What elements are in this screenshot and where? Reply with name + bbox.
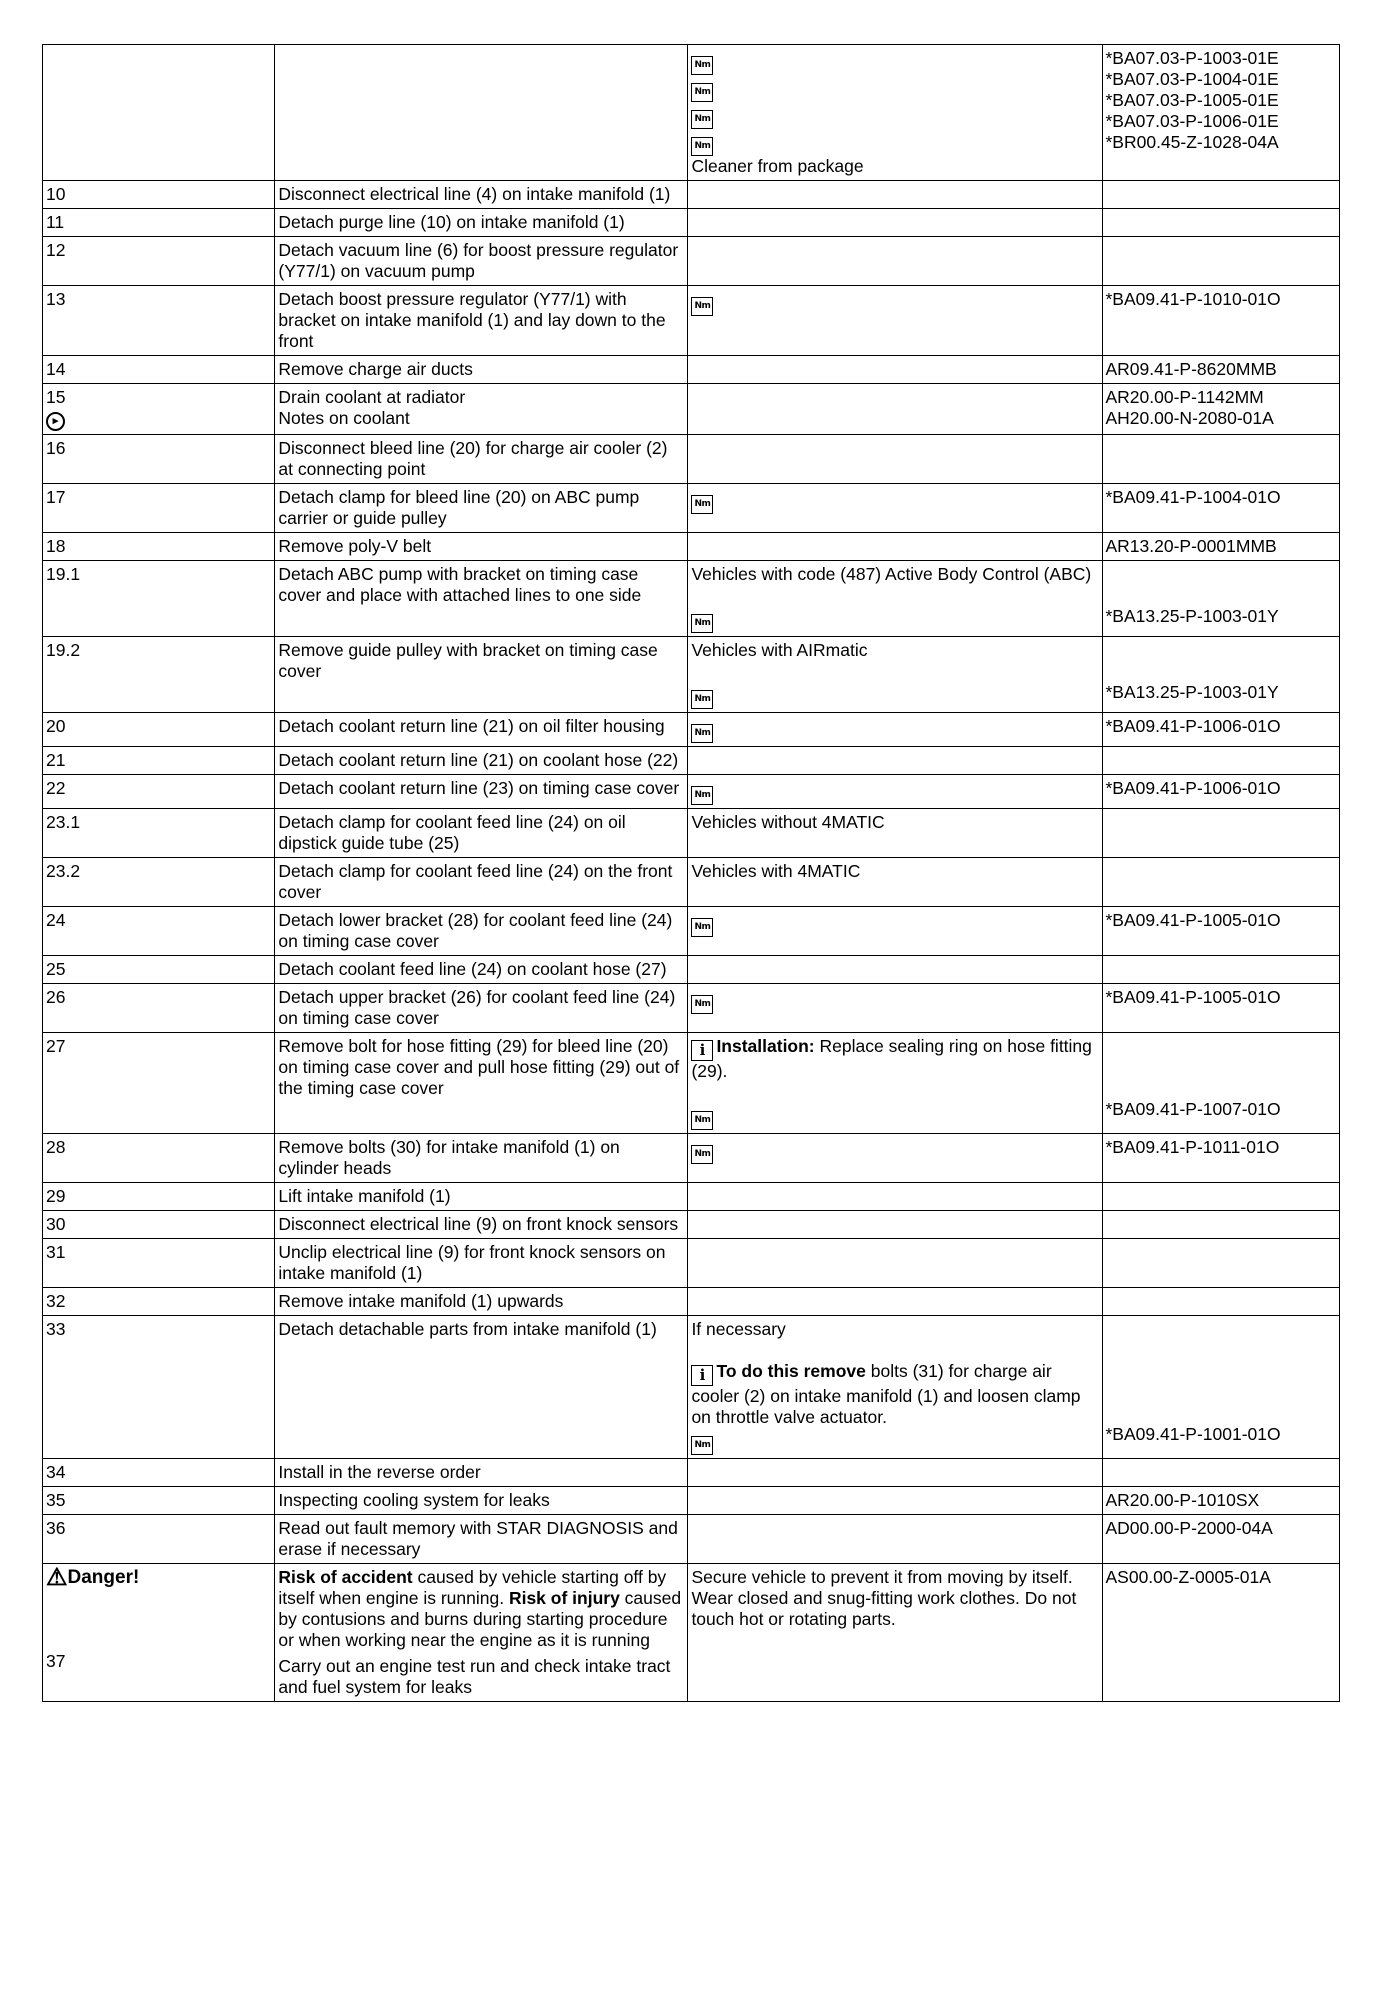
note-bold: To do this [716, 1361, 799, 1381]
risk-accident-text: caused by vehicle starting off by itself when engine is running. [278, 1567, 667, 1608]
step-note [688, 45, 1102, 181]
step-description [275, 775, 688, 809]
step-note [688, 747, 1102, 775]
step-number [43, 713, 275, 747]
info-icon: i [691, 1365, 713, 1386]
table-row [43, 1211, 1340, 1239]
note-line: Cleaner from package [691, 156, 864, 176]
step-number [43, 1033, 275, 1134]
torque-nm-icon[interactable]: Nm [691, 918, 713, 937]
step-description [275, 1487, 688, 1515]
note-line: Vehicles with 4MATIC [691, 861, 861, 881]
table-row [43, 1316, 1340, 1459]
step-description-text: Remove intake manifold (1) upwards [278, 1291, 564, 1311]
note-line [691, 778, 1097, 805]
step-description-text: Inspecting cooling system for leaks [278, 1490, 550, 1510]
step-number [43, 956, 275, 984]
step-number [43, 858, 275, 907]
step-description-text: Detach vacuum line (6) for boost pressure regulator (Y77/1) on vacuum pump [278, 240, 679, 281]
warning-triangle-icon: ⚠ [46, 1564, 68, 1591]
reference-link[interactable]: *BA09.41-P-1007-01O [1105, 1099, 1281, 1119]
note-line [691, 487, 1097, 514]
note-line [691, 102, 1097, 129]
step-note [688, 209, 1102, 237]
step-description-text: Remove bolts (30) for intake manifold (1) on cylinder heads [278, 1137, 620, 1178]
step-note [688, 181, 1102, 209]
step-number-text: 20 [46, 716, 66, 736]
reference-link[interactable]: *BA07.03-P-1005-01E [1105, 90, 1279, 110]
step-description-text: Detach clamp for bleed line (20) on ABC pump carrier or guide pulley [278, 487, 640, 528]
note-line: Vehicles without 4MATIC [691, 812, 885, 832]
step-reference [1102, 1288, 1340, 1316]
step-description [275, 435, 688, 484]
step-number [43, 45, 275, 181]
step-reference [1102, 356, 1340, 384]
step-description [275, 45, 688, 181]
step-number [43, 356, 275, 384]
step-number-text: 32 [46, 1291, 66, 1311]
step-reference [1102, 1564, 1340, 1702]
note-line [691, 606, 1097, 633]
step-number [43, 1211, 275, 1239]
step-number-text: 12 [46, 240, 66, 260]
step-number [43, 747, 275, 775]
step-description [275, 858, 688, 907]
step-number-text: 13 [46, 289, 66, 309]
note-line: Vehicles with code (487) Active Body Control (ABC) [691, 564, 1092, 584]
step-description [275, 286, 688, 356]
step-reference [1102, 809, 1340, 858]
step-description-text: Detach clamp for coolant feed line (24) on the front cover [278, 861, 673, 902]
step-description [275, 747, 688, 775]
step-number [43, 1239, 275, 1288]
danger-text [278, 1567, 683, 1651]
note-line [691, 716, 1097, 743]
danger-note [688, 1564, 1102, 1702]
torque-nm-icon[interactable]: Nm [691, 1436, 713, 1455]
step-description-text: Detach boost pressure regulator (Y77/1) with bracket on intake manifold (1) and lay down to the front [278, 289, 666, 351]
note-line [691, 987, 1097, 1014]
step-description-text: Remove charge air ducts [278, 359, 473, 379]
danger-description [275, 1564, 688, 1702]
step-reference [1102, 1033, 1340, 1134]
step-description-text: Read out fault memory with STAR DIAGNOSIS and erase if necessary [278, 1518, 678, 1559]
table-row [43, 237, 1340, 286]
reference-link[interactable]: AR09.41-P-8620MMB [1105, 359, 1277, 379]
step-description-text: Detach purge line (10) on intake manifold (1) [278, 212, 625, 232]
step-description-text: Install in the reverse order [278, 1462, 481, 1482]
step-note [688, 286, 1102, 356]
note-line [691, 1428, 1097, 1455]
table-row [43, 858, 1340, 907]
step-number [43, 984, 275, 1033]
step-note [688, 984, 1102, 1033]
procedure-table [42, 44, 1340, 1702]
step-number-text: 25 [46, 959, 66, 979]
note-line [691, 1103, 1097, 1130]
step-description-text: Detach lower bracket (28) for coolant feed line (24) on timing case cover [278, 910, 673, 951]
note-bold: remove [803, 1361, 866, 1381]
step-number [43, 907, 275, 956]
step-description-text: Detach coolant return line (21) on coolant hose (22) [278, 750, 679, 770]
step-reference [1102, 1211, 1340, 1239]
step-note [688, 956, 1102, 984]
table-row [43, 1134, 1340, 1183]
table-row [43, 637, 1340, 713]
step-number-text: 21 [46, 750, 66, 770]
step-reference [1102, 1134, 1340, 1183]
step-description-text: Detach coolant return line (21) on oil filter housing [278, 716, 665, 736]
step-note [688, 907, 1102, 956]
step-note [688, 237, 1102, 286]
sub-description: Notes on coolant [278, 408, 410, 428]
step-number-text: 24 [46, 910, 66, 930]
step-reference [1102, 1239, 1340, 1288]
reference-link[interactable]: *BA07.03-P-1006-01E [1105, 111, 1279, 131]
note-text: bolts (31) for charge air cooler (2) on intake manifold (1) and loosen clamp on throttle valve actuator. [691, 1361, 1081, 1427]
reference-link[interactable]: AR20.00-P-1010SX [1105, 1490, 1260, 1510]
torque-nm-icon[interactable]: Nm [691, 495, 713, 514]
step-reference [1102, 181, 1340, 209]
step-reference [1102, 858, 1340, 907]
step-description [275, 984, 688, 1033]
step-reference [1102, 775, 1340, 809]
step-reference [1102, 533, 1340, 561]
step-number-text: 34 [46, 1462, 66, 1482]
step-number-text: 22 [46, 778, 66, 798]
step-number [43, 237, 275, 286]
reference-link[interactable]: *BA07.03-P-1004-01E [1105, 69, 1279, 89]
step-number [43, 637, 275, 713]
reference-link[interactable]: AS00.00-Z-0005-01A [1105, 1567, 1271, 1587]
step-reference [1102, 956, 1340, 984]
step-description-text: Detach ABC pump with bracket on timing case cover and place with attached lines to one side [278, 564, 642, 605]
step-reference [1102, 209, 1340, 237]
step-reference [1102, 1459, 1340, 1487]
step-number [43, 775, 275, 809]
step-note [688, 533, 1102, 561]
table-row [43, 984, 1340, 1033]
step-number-text: 31 [46, 1242, 66, 1262]
torque-nm-icon[interactable]: Nm [691, 690, 713, 709]
step-description [275, 956, 688, 984]
step-reference [1102, 984, 1340, 1033]
step-description [275, 713, 688, 747]
step-number-text: 17 [46, 487, 66, 507]
step-note [688, 435, 1102, 484]
reference-link[interactable]: *BA09.41-P-1006-01O [1105, 778, 1281, 798]
step-number-text: 26 [46, 987, 66, 1007]
reference-link[interactable]: *BA13.25-P-1003-01Y [1105, 606, 1279, 626]
reference-link[interactable]: *BA09.41-P-1006-01O [1105, 716, 1281, 736]
step-note [688, 1487, 1102, 1515]
table-row [43, 286, 1340, 356]
step-note [688, 1288, 1102, 1316]
step-reference [1102, 713, 1340, 747]
note-line [691, 682, 1097, 709]
step-description [275, 1515, 688, 1564]
note-line: Wear closed and snug-fitting work clothes. Do not touch hot or rotating parts. [691, 1588, 1077, 1629]
reference-link[interactable]: *BA13.25-P-1003-01Y [1105, 682, 1279, 702]
step-number [43, 435, 275, 484]
step-number-text: 23.2 [46, 861, 81, 881]
step-reference [1102, 1487, 1340, 1515]
step-number [43, 1459, 275, 1487]
step-description-text: Lift intake manifold (1) [278, 1186, 451, 1206]
step-number [43, 1316, 275, 1459]
step-description [275, 1316, 688, 1459]
step-note [688, 637, 1102, 713]
step-note [688, 484, 1102, 533]
step-reference [1102, 45, 1340, 181]
step-note [688, 1033, 1102, 1134]
step-reference [1102, 435, 1340, 484]
step-number [43, 1183, 275, 1211]
table-row [43, 1033, 1340, 1134]
step-number-text: 18 [46, 536, 66, 556]
step-number-text: 15 [46, 387, 66, 407]
step-number-text: 11 [46, 212, 65, 232]
table-row [43, 907, 1340, 956]
step-description-text: Disconnect bleed line (20) for charge air cooler (2) at connecting point [278, 438, 668, 479]
step-description [275, 1288, 688, 1316]
reference-link[interactable]: AR13.20-P-0001MMB [1105, 536, 1277, 556]
table-row [43, 747, 1340, 775]
danger-cell [43, 1564, 275, 1702]
step-description-text: Detach clamp for coolant feed line (24) on oil dipstick guide tube (25) [278, 812, 626, 853]
step-number [43, 1288, 275, 1316]
step-reference [1102, 747, 1340, 775]
step-description-text: Disconnect electrical line (4) on intake manifold (1) [278, 184, 671, 204]
step-reference [1102, 1316, 1340, 1459]
note-line: If necessary [691, 1319, 786, 1339]
step-number-text: 23.1 [46, 812, 81, 832]
step-description-text: Remove bolt for hose fitting (29) for bleed line (20) on timing case cover and pull hose fitting (29) out of the timing case cover [278, 1036, 680, 1098]
step-description-text: Detach upper bracket (26) for coolant feed line (24) on timing case cover [278, 987, 676, 1028]
step-reference [1102, 1183, 1340, 1211]
note-text: Replace sealing ring on hose fitting (29). [691, 1036, 1092, 1081]
reference-link[interactable]: *BR00.45-Z-1028-04A [1105, 132, 1279, 152]
step-number-text: 16 [46, 438, 66, 458]
step-note [688, 1239, 1102, 1288]
step-number-text: 35 [46, 1490, 66, 1510]
step-description-text: Unclip electrical line (9) for front knock sensors on intake manifold (1) [278, 1242, 666, 1283]
reference-link[interactable]: *BA09.41-P-1011-01O [1105, 1137, 1280, 1157]
step-number-text: 14 [46, 359, 66, 379]
step-number [43, 1134, 275, 1183]
step-description-text: Detach detachable parts from intake manifold (1) [278, 1319, 657, 1339]
risk-injury-text: caused by contusions and burns during starting procedure or when working near the engine as it is running [278, 1588, 682, 1650]
step-reference [1102, 484, 1340, 533]
table-row [43, 1183, 1340, 1211]
step-number-text: 29 [46, 1186, 66, 1206]
table-row [43, 356, 1340, 384]
table-row [43, 1515, 1340, 1564]
table-row [43, 435, 1340, 484]
table-row [43, 713, 1340, 747]
table-row [43, 1487, 1340, 1515]
step-description [275, 1033, 688, 1134]
step-description [275, 1211, 688, 1239]
torque-nm-icon[interactable]: Nm [691, 614, 713, 633]
step-note [688, 1183, 1102, 1211]
step-note [688, 561, 1102, 637]
torque-nm-icon[interactable]: Nm [691, 297, 713, 316]
step-description [275, 181, 688, 209]
step-number [43, 561, 275, 637]
step-note [688, 713, 1102, 747]
reference-link[interactable]: *BA09.41-P-1004-01O [1105, 487, 1281, 507]
step-number-text: 27 [46, 1036, 66, 1056]
torque-nm-icon[interactable]: Nm [691, 56, 713, 75]
step-description-text: Detach coolant feed line (24) on coolant hose (27) [278, 959, 667, 979]
torque-nm-icon[interactable]: Nm [691, 724, 713, 743]
step-description [275, 637, 688, 713]
table-row [43, 775, 1340, 809]
step-number-text: 36 [46, 1518, 66, 1538]
procedure-table-body [43, 45, 1340, 1702]
step-reference [1102, 561, 1340, 637]
step-number [43, 1515, 275, 1564]
risk-injury-label: Risk of injury [508, 1588, 620, 1608]
torque-nm-icon[interactable]: Nm [691, 1111, 713, 1130]
table-row [43, 209, 1340, 237]
step-number [43, 484, 275, 533]
note-line [691, 910, 1097, 937]
step-note [688, 1134, 1102, 1183]
reference-link[interactable]: *BA07.03-P-1003-01E [1105, 48, 1279, 68]
table-row [43, 1288, 1340, 1316]
reference-link[interactable]: AH20.00-N-2080-01A [1105, 408, 1274, 428]
step-note [688, 1211, 1102, 1239]
step-description [275, 907, 688, 956]
reference-link[interactable]: *BA09.41-P-1010-01O [1105, 289, 1281, 309]
step-note [688, 809, 1102, 858]
risk-accident-label: Risk of accident [278, 1567, 413, 1587]
table-row [43, 181, 1340, 209]
reference-link[interactable]: *BA09.41-P-1005-01O [1105, 910, 1281, 930]
reference-link[interactable]: *BA09.41-P-1001-01O [1105, 1424, 1281, 1444]
note-line [691, 1137, 1097, 1164]
step-description [275, 384, 688, 435]
step-note [688, 384, 1102, 435]
note-line [691, 75, 1097, 102]
step-number-text: 30 [46, 1214, 66, 1234]
step-description [275, 533, 688, 561]
step-number [43, 181, 275, 209]
step-description [275, 356, 688, 384]
step-number [43, 1487, 275, 1515]
step-note [688, 356, 1102, 384]
torque-nm-icon[interactable]: Nm [691, 1145, 713, 1164]
table-row [43, 1459, 1340, 1487]
step-description-text: Disconnect electrical line (9) on front knock sensors [278, 1214, 679, 1234]
step-description [275, 1459, 688, 1487]
step-description-text: Remove guide pulley with bracket on timing case cover [278, 640, 658, 681]
info-icon: i [691, 1040, 713, 1061]
step-description [275, 1239, 688, 1288]
table-row [43, 1239, 1340, 1288]
step-number-text: 19.1 [46, 564, 81, 584]
step-number-text: 28 [46, 1137, 66, 1157]
step-description-text: Drain coolant at radiator [278, 387, 466, 407]
torque-nm-icon[interactable]: Nm [691, 110, 713, 129]
torque-nm-icon[interactable]: Nm [691, 995, 713, 1014]
note-bold: Installation: [716, 1036, 815, 1056]
step-note [688, 775, 1102, 809]
torque-nm-icon[interactable]: Nm [691, 786, 713, 805]
step-description [275, 1183, 688, 1211]
step-reference [1102, 384, 1340, 435]
reference-link[interactable]: AD00.00-P-2000-04A [1105, 1518, 1273, 1538]
note-line [691, 1036, 1097, 1082]
step-reference [1102, 637, 1340, 713]
note-line [691, 48, 1097, 75]
table-row-continuation [43, 45, 1340, 181]
step-description [275, 237, 688, 286]
step-number [43, 809, 275, 858]
note-line: Vehicles with AIRmatic [691, 640, 868, 660]
step-note [688, 1316, 1102, 1459]
step-description [275, 1134, 688, 1183]
table-row [43, 484, 1340, 533]
table-row [43, 561, 1340, 637]
step-description [275, 809, 688, 858]
step-description [275, 209, 688, 237]
torque-nm-icon[interactable]: Nm [691, 83, 713, 102]
note-line [691, 1361, 1097, 1428]
step-number-text: 19.2 [46, 640, 81, 660]
note-line [691, 289, 1097, 316]
table-row [43, 956, 1340, 984]
step-note [688, 1515, 1102, 1564]
step-number-text: 10 [46, 184, 66, 204]
table-row-danger [43, 1564, 1340, 1702]
step-reference [1102, 286, 1340, 356]
step-reference [1102, 907, 1340, 956]
step-description [275, 484, 688, 533]
step-description-text: Detach coolant return line (23) on timing case cover [278, 778, 680, 798]
step-number [43, 286, 275, 356]
step-number [43, 533, 275, 561]
table-row [43, 809, 1340, 858]
notes-icon[interactable]: ▸ [46, 412, 65, 431]
reference-link[interactable]: *BA09.41-P-1005-01O [1105, 987, 1281, 1007]
note-line: Secure vehicle to prevent it from moving by itself. [691, 1567, 1073, 1587]
step-reference [1102, 237, 1340, 286]
step-description [275, 561, 688, 637]
step-reference [1102, 1515, 1340, 1564]
step-number-text: 33 [46, 1319, 66, 1339]
step-note [688, 858, 1102, 907]
table-row [43, 533, 1340, 561]
danger-label: Danger! [67, 1567, 140, 1588]
step-number [43, 209, 275, 237]
step-note [688, 1459, 1102, 1487]
step-number [43, 384, 275, 435]
step-description-text: Carry out an engine test run and check intake tract and fuel system for leaks [278, 1656, 671, 1697]
step-number-text: 37 [46, 1651, 66, 1671]
reference-link[interactable]: AR20.00-P-1142MM [1105, 387, 1264, 407]
note-line [691, 129, 1097, 156]
table-row [43, 384, 1340, 435]
torque-nm-icon[interactable]: Nm [691, 137, 713, 156]
step-description-text: Remove poly-V belt [278, 536, 432, 556]
